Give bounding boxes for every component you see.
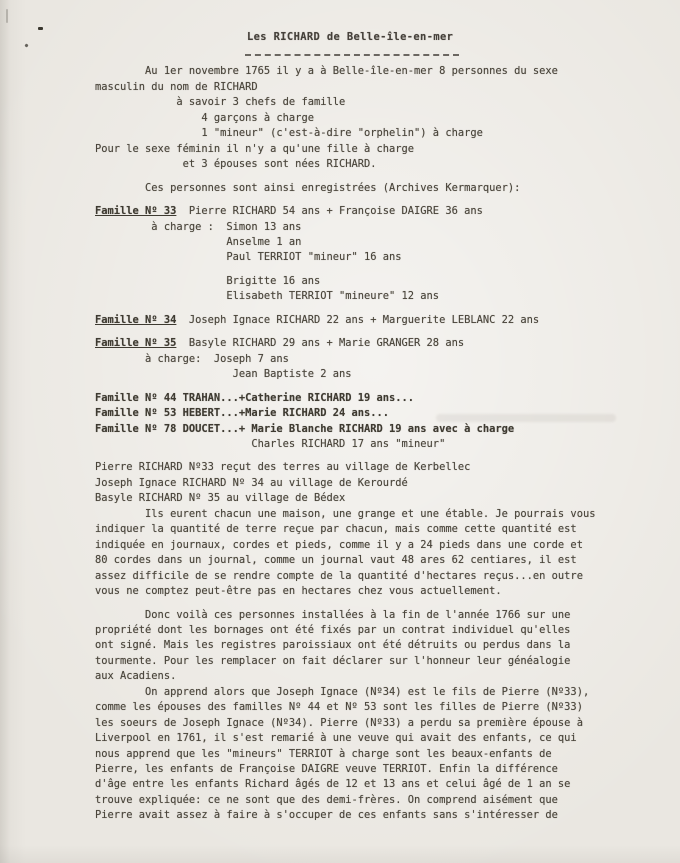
text-line: indiquée en journaux, cordes et pieds, comme il y a 24 pieds dans une corde et <box>95 538 583 551</box>
family-heading-line: Famille Nº 34 Joseph Ignace RICHARD 22 ans + Marguerite LEBLANC 22 ans <box>95 313 540 326</box>
text-line: Ces personnes sont ainsi enregistrées (Archives Kermarquer): <box>95 181 521 194</box>
text-line: nous apprend que les "mineurs" TERRIOT à charge sont les beaux-enfants de <box>95 747 552 760</box>
blank-line <box>95 196 680 204</box>
blank-line <box>95 452 680 460</box>
document-body <box>95 30 680 824</box>
blank-line <box>95 56 680 64</box>
text-line: trouve expliquée: ce ne sont que des demi-frères. On comprend aisément que <box>95 793 558 806</box>
text-line: Au 1er novembre 1765 il y a à Belle-île-en-mer 8 personnes du sexe <box>95 65 558 78</box>
page-title: Les RICHARD de Belle-île-en-mer <box>247 31 454 43</box>
text-line: à charge : Simon 13 ans <box>95 220 302 233</box>
text-line: à charge: Joseph 7 ans <box>95 352 289 365</box>
title-underline <box>245 46 459 56</box>
text-line: Pierre RICHARD Nº33 reçut des terres au village de Kerbellec <box>95 461 471 474</box>
text-line: à savoir 3 chefs de famille <box>95 96 346 109</box>
blank-line <box>95 600 680 608</box>
text-line: vous ne comptez peut-être pas en hectares chez vous actuellement. <box>95 585 502 598</box>
text-line: Basyle RICHARD Nº 35 au village de Bédex <box>95 492 346 505</box>
blank-line <box>95 266 680 274</box>
scan-speck <box>24 43 28 47</box>
text-line: d'âge entre les enfants Richard âgés de 12 et 13 ans et celui âgé de 1 an se <box>95 778 571 791</box>
text-line: 4 garçons à charge <box>95 111 314 124</box>
text-line: les soeurs de Joseph Ignace (Nº34). Pierre (Nº33) a perdu sa première épouse à <box>95 716 583 729</box>
scan-speck <box>38 27 43 30</box>
family-number-label: Famille Nº 34 <box>95 313 177 326</box>
text-line: Pierre, les enfants de Françoise DAIGRE veuve TERRIOT. Enfin la différence <box>95 763 558 776</box>
blank-line <box>95 328 680 336</box>
scan-edge-mark <box>6 9 8 23</box>
text-line: assez difficile de se rendre compte de la quantité d'hectares reçus...en outre <box>95 569 583 582</box>
text-line: Donc voilà ces personnes installées à la fin de l'année 1766 sur une <box>95 608 571 621</box>
text-line: et 3 épouses sont nées RICHARD. <box>95 158 377 171</box>
text-line: 1 "mineur" (c'est-à-dire "orphelin") à charge <box>95 127 483 140</box>
blank-line <box>95 173 680 181</box>
text-line: Paul TERRIOT "mineur" 16 ans <box>95 251 402 264</box>
family-heading-line: Famille Nº 33 Pierre RICHARD 54 ans + Françoise DAIGRE 36 ans <box>95 205 483 218</box>
blank-line <box>95 305 680 313</box>
text-line: propriété dont les bornages ont été fixés par un contrat individuel qu'elles <box>95 623 571 636</box>
text-line: Ils eurent chacun une maison, une grange et une étable. Je pourrais vous <box>95 507 596 520</box>
text-line: Joseph Ignace RICHARD Nº 34 au village de Kerourdé <box>95 476 408 489</box>
text-line: comme les épouses des familles Nº 44 et Nº 53 sont les filles de Pierre (Nº33) <box>95 701 583 714</box>
text-line: aux Acadiens. <box>95 670 177 683</box>
family-heading-line: Famille Nº 35 Basyle RICHARD 29 ans + Marie GRANGER 28 ans <box>95 337 465 350</box>
text-line: tourmente. Pour les remplacer on fait déclarer sur l'honneur leur généalogie <box>95 654 571 667</box>
text-line: Brigitte 16 ans <box>95 274 321 287</box>
text-line: Pour le sexe féminin il n'y a qu'une fille à charge <box>95 142 415 155</box>
family-number-label: Famille Nº 33 <box>95 205 177 218</box>
text-line: Pierre avait assez à faire à s'occuper de ces enfants sans s'intéresser de <box>95 809 558 822</box>
text-line: Anselme 1 an <box>95 235 302 248</box>
text-line: Famille Nº 53 HEBERT...+Marie RICHARD 24 ans... <box>95 407 390 420</box>
family-number-label: Famille Nº 35 <box>95 337 177 350</box>
text-line: indiquer la quantité de terre reçue par chacun, mais comme cette quantité est <box>95 523 577 536</box>
text-line: Charles RICHARD 17 ans "mineur" <box>95 437 446 450</box>
text-line: Liverpool en 1761, il s'est remarié à une veuve qui avait des enfants, ce qui <box>95 732 577 745</box>
text-lines <box>95 64 680 823</box>
text-line: ont signé. Mais les registres paroissiaux ont été détruits ou perdus dans la <box>95 639 571 652</box>
text-line: 80 cordes dans un journal, comme un journal vaut 48 ares 62 centiares, il est <box>95 554 577 567</box>
text-line: Jean Baptiste 2 ans <box>95 368 352 381</box>
text-line: masculin du nom de RICHARD <box>95 80 258 93</box>
text-line: Elisabeth TERRIOT "mineure" 12 ans <box>95 290 440 303</box>
text-line: Famille Nº 78 DOUCET...+ Marie Blanche RICHARD 19 ans avec à charge <box>95 422 515 435</box>
text-line: On apprend alors que Joseph Ignace (Nº34) est le fils de Pierre (Nº33), <box>95 685 590 698</box>
text-line: Famille Nº 44 TRAHAN...+Catherine RICHARD 19 ans... <box>95 391 415 404</box>
blank-line <box>95 383 680 391</box>
